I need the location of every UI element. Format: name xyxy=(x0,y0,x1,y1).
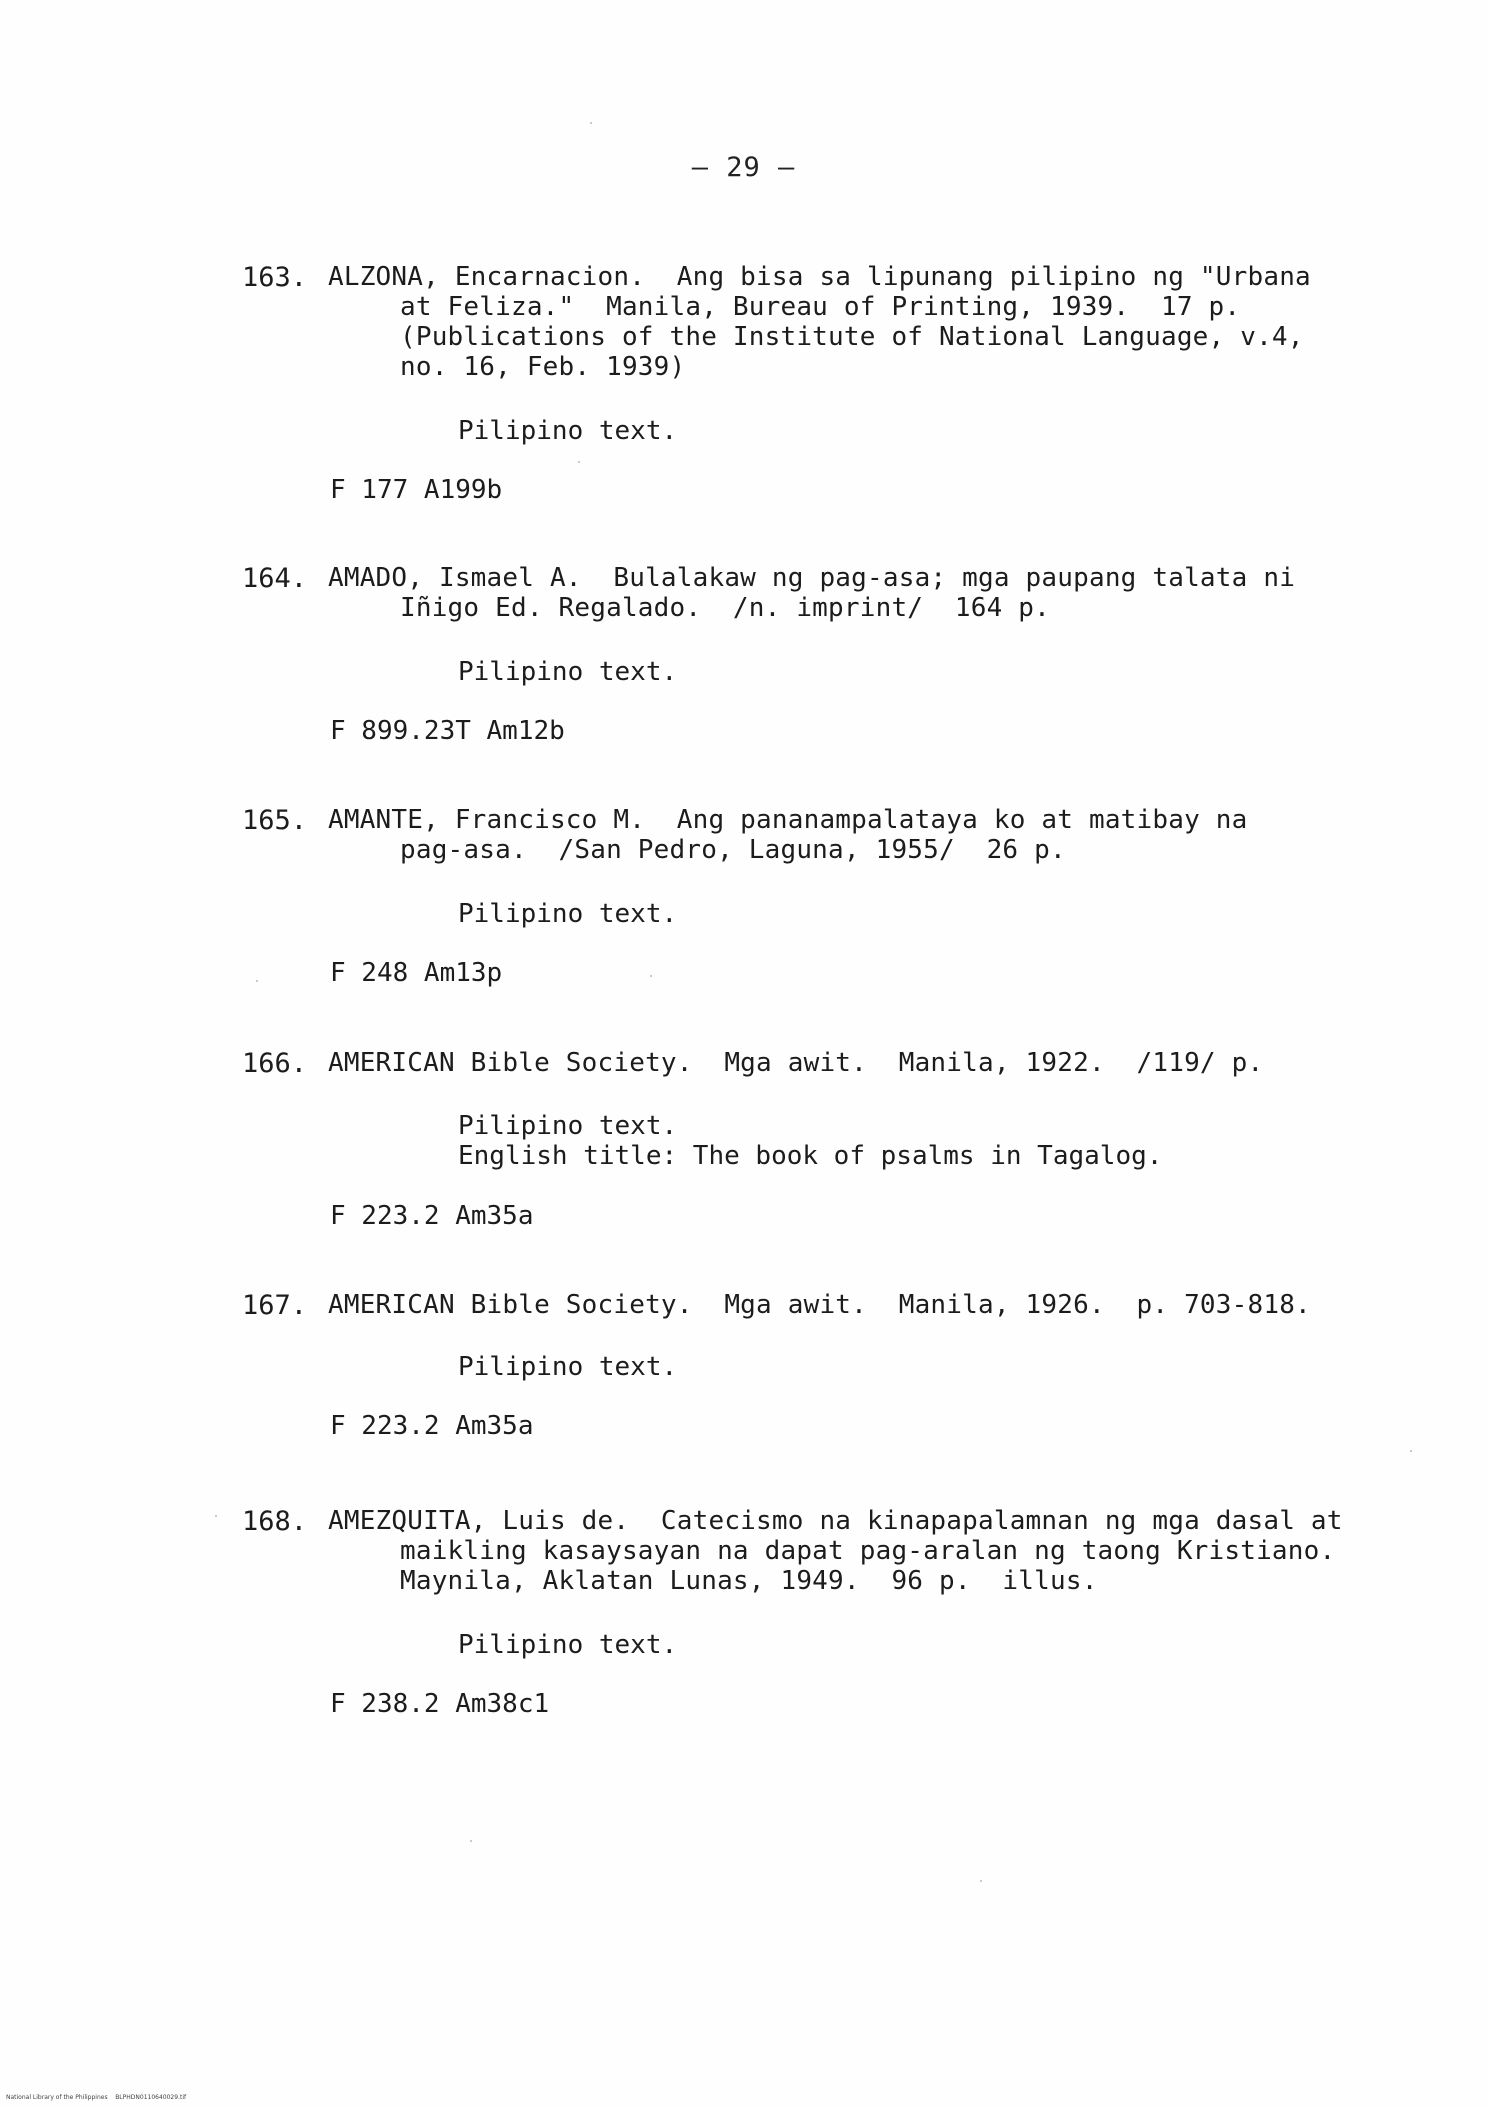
entry-line: AMADO, Ismael A. Bulalakaw ng pag-asa; mga paupang talata ni xyxy=(328,563,1296,593)
entry-number: 165. xyxy=(242,805,308,836)
entry-line: ALZONA, Encarnacion. Ang bisa sa lipunang pilipino ng "Urbana xyxy=(328,262,1311,292)
scan-speck xyxy=(1410,1450,1412,1452)
entry-line: AMERICAN Bible Society. Mga awit. Manila, 1922. /119/ p. xyxy=(328,1048,1264,1078)
entry-number: 166. xyxy=(242,1048,308,1079)
entry-line: Iñigo Ed. Regalado. /n. imprint/ 164 p. xyxy=(400,593,1050,623)
entry-note: Pilipino text. xyxy=(458,1111,678,1141)
scan-footer: National Library of the Philippines BLPHDN0110640029.tif xyxy=(6,2094,187,2101)
call-number: F 248 Am13p xyxy=(330,958,503,988)
call-number: F 223.2 Am35a xyxy=(330,1201,534,1231)
scan-speck xyxy=(470,1840,472,1842)
scan-speck xyxy=(578,461,580,463)
scan-speck xyxy=(650,975,652,977)
entry-number: 167. xyxy=(242,1290,308,1321)
entry-note: Pilipino text. xyxy=(458,1352,678,1382)
scan-speck xyxy=(980,1880,982,1882)
call-number: F 238.2 Am38c1 xyxy=(330,1689,550,1719)
scan-speck xyxy=(590,122,592,124)
entry-note: Pilipino text. xyxy=(458,657,678,687)
entry-number: 164. xyxy=(242,563,308,594)
entry-note: Pilipino text. xyxy=(458,899,678,929)
scan-speck xyxy=(215,1515,217,1517)
call-number: F 223.2 Am35a xyxy=(330,1411,534,1441)
entry-line: Maynila, Aklatan Lunas, 1949. 96 p. illus. xyxy=(400,1566,1098,1596)
call-number: F 899.23T Am12b xyxy=(330,716,565,746)
entry-number: 168. xyxy=(242,1506,308,1537)
entry-line: pag-asa. /San Pedro, Laguna, 1955/ 26 p. xyxy=(400,835,1066,865)
scan-speck xyxy=(256,980,258,982)
entry-line: no. 16, Feb. 1939) xyxy=(400,352,686,382)
entry-note: English title: The book of psalms in Tagalog. xyxy=(458,1141,1163,1171)
call-number: F 177 A199b xyxy=(330,475,503,505)
page-number: – 29 – xyxy=(691,152,796,183)
entry-line: (Publications of the Institute of National Language, v.4, xyxy=(400,322,1304,352)
entry-line: AMEZQUITA, Luis de. Catecismo na kinapapalamnan ng mga dasal at xyxy=(328,1506,1343,1536)
entry-line: AMERICAN Bible Society. Mga awit. Manila, 1926. p. 703-818. xyxy=(328,1290,1311,1320)
entry-note: Pilipino text. xyxy=(458,1630,678,1660)
entry-number: 163. xyxy=(242,262,308,293)
entry-line: maikling kasaysayan na dapat pag-aralan ng taong Kristiano. xyxy=(400,1536,1336,1566)
entry-line: at Feliza." Manila, Bureau of Printing, 1939. 17 p. xyxy=(400,292,1241,322)
entry-line: AMANTE, Francisco M. Ang pananampalataya ko at matibay na xyxy=(328,805,1248,835)
entry-note: Pilipino text. xyxy=(458,416,678,446)
